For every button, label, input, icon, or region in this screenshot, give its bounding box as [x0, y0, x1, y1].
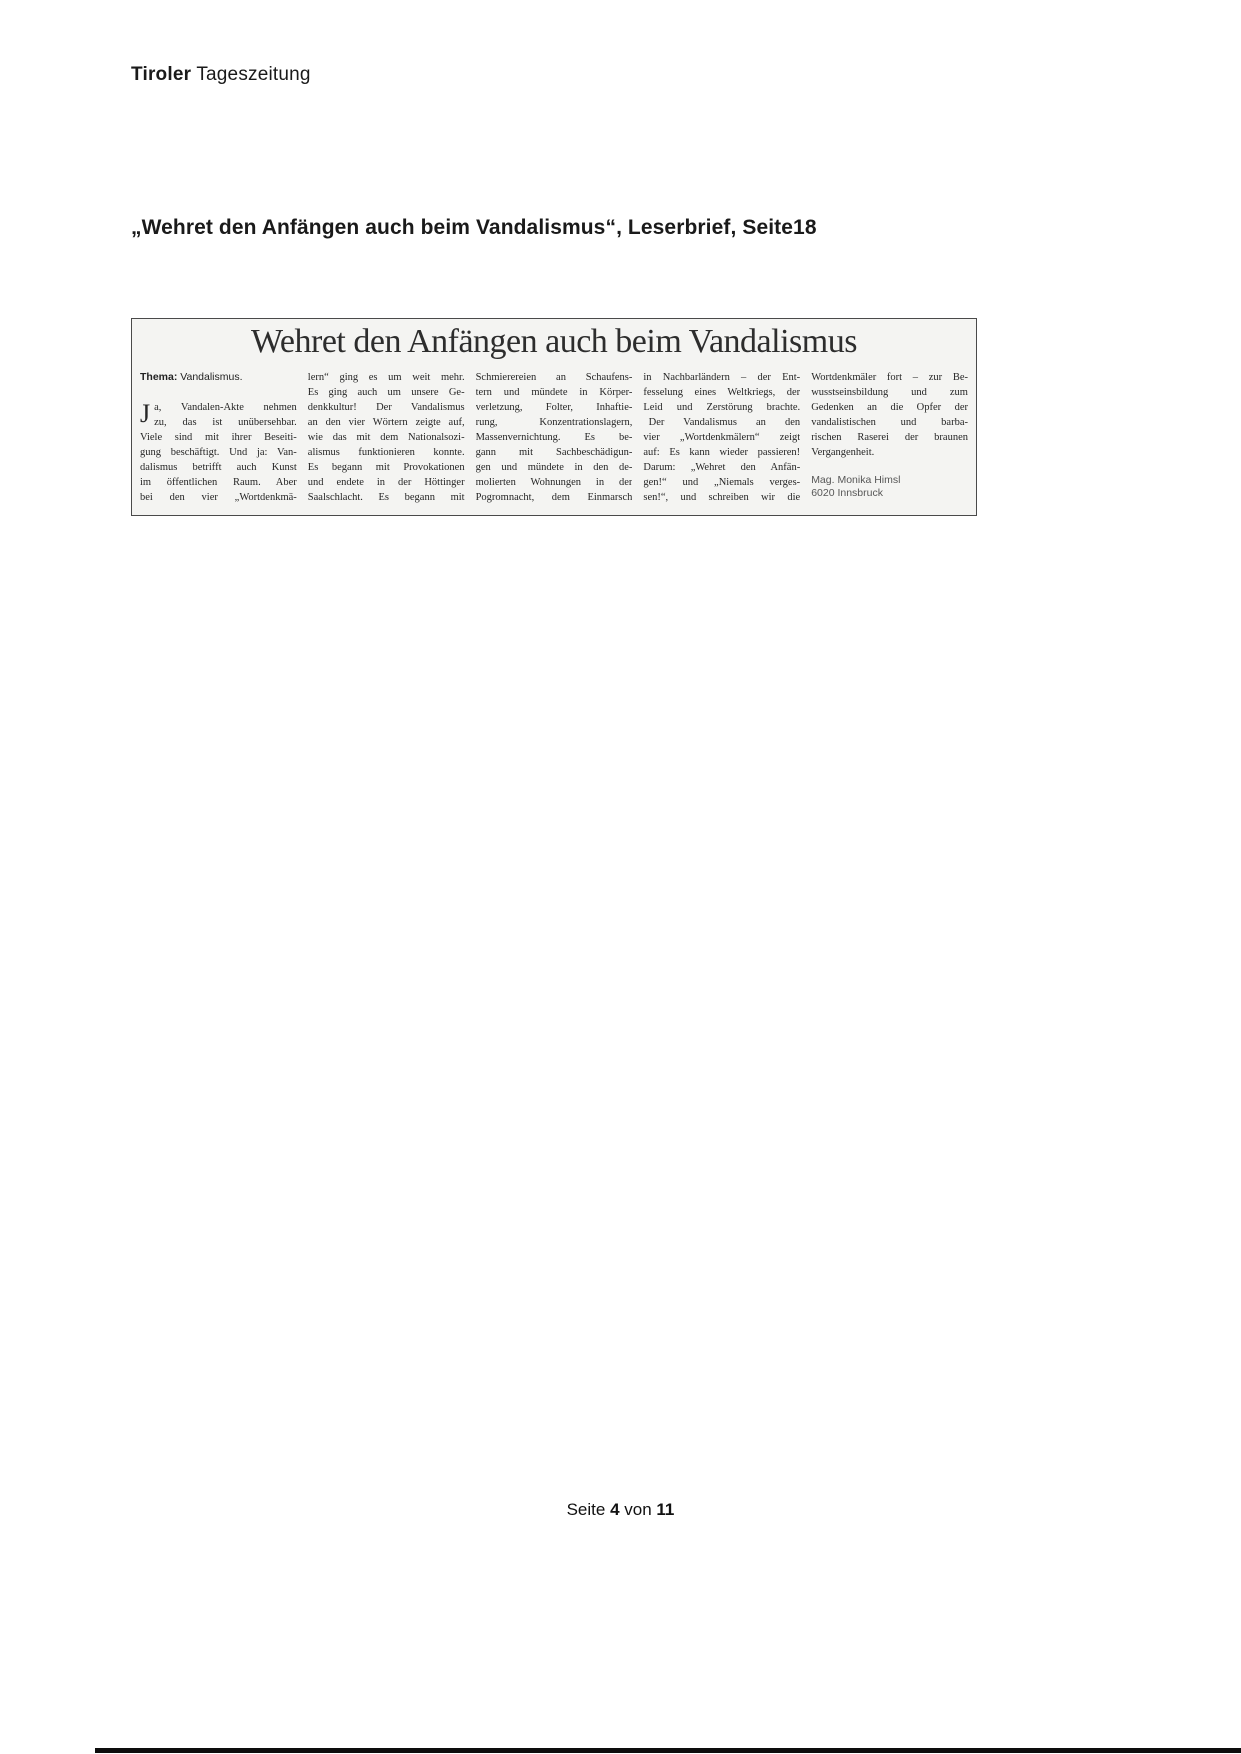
text-line: Viele sind mit ihrer Beseiti- — [140, 432, 297, 443]
text-line: auf: Es kann wieder passieren! — [643, 447, 801, 458]
clipping-column-4 — [643, 370, 800, 505]
text-line: Schmierereien an Schaufens- — [475, 372, 633, 383]
text-line: Wortdenkmäler fort – zur Be- — [811, 372, 968, 383]
footer-label-of: von — [619, 1500, 657, 1519]
page-bottom-rule — [95, 1748, 1241, 1753]
newspaper-clipping — [131, 318, 977, 516]
text-line: Es ging auch um unsere Ge- — [307, 387, 465, 398]
footer-page-total: 11 — [656, 1500, 675, 1519]
text-line: gen und mündete in den de- — [475, 462, 633, 473]
text-line: in Nachbarländern – der Ent- — [643, 372, 801, 383]
document-heading: „Wehret den Anfängen auch beim Vandalismus“, Leserbrief, Seite18 — [131, 216, 817, 239]
signature-line: Mag. Monika Himsl — [811, 474, 901, 486]
page-footer — [0, 1500, 1241, 1520]
text-line: im öffentlichen Raum. Aber — [140, 477, 297, 488]
text-line: wusstseinsbildung und zum — [811, 387, 968, 398]
masthead — [131, 64, 311, 86]
text-line: alismus funktionieren konnte. — [307, 447, 465, 458]
text-line: Saalschlacht. Es begann mit — [307, 492, 465, 503]
text-line: Es begann mit Provokationen — [307, 462, 465, 473]
text-line: gann mit Sachbeschädigun- — [475, 447, 633, 458]
text-line: Darum: „Wehret den Anfän- — [643, 462, 801, 473]
footer-page-number: 4 — [610, 1500, 620, 1519]
text-line: Leid und Zerstörung brachte. — [643, 402, 801, 413]
text-line: a, Vandalen-Akte nehmen — [154, 402, 297, 413]
clipping-columns — [140, 370, 968, 505]
text-line: Vergangenheit. — [811, 447, 875, 458]
text-line: an den vier Wörtern zeigte auf, — [307, 417, 465, 428]
text-line: Gedenken an die Opfer der — [811, 402, 968, 413]
text-line: wie das mit dem Nationalsozi- — [307, 432, 465, 443]
text-line: und endete in der Höttinger — [307, 477, 465, 488]
text-line: vier „Wortdenkmälern“ zeigt — [643, 432, 801, 443]
text-line: gen!“ und „Niemals verges- — [643, 477, 801, 488]
text-line: molierten Wohnungen in der — [475, 477, 633, 488]
text-line: rung, Konzentrationslagern, — [475, 417, 633, 428]
column-paragraph — [811, 370, 968, 460]
clipping-column-5 — [811, 370, 968, 505]
text-line: Der Vandalismus an den — [643, 417, 801, 428]
text-line: tern und mündete in Körper- — [475, 387, 633, 398]
text-line: lern“ ging es um weit mehr. — [307, 372, 465, 383]
text-line: zu, das ist unübersehbar. — [154, 417, 297, 428]
thema-label: Thema: — [140, 371, 178, 383]
thema-line — [140, 370, 297, 385]
text-line: sen!“, und schreiben wir die — [643, 492, 801, 503]
clipping-column-2 — [308, 370, 465, 505]
text-line: fesselung eines Weltkriegs, der — [643, 387, 801, 398]
text-line: denkkultur! Der Vandalismus — [307, 402, 465, 413]
column-paragraph — [308, 370, 465, 505]
text-line: rischen Raserei der braunen — [811, 432, 968, 443]
column-paragraph — [140, 400, 297, 505]
column-paragraph — [476, 370, 633, 505]
clipping-column-3 — [476, 370, 633, 505]
masthead-brand-bold: Tiroler — [131, 64, 192, 85]
footer-label-page: Seite — [566, 1500, 611, 1519]
text-line: gung beschäftigt. Und ja: Van- — [140, 447, 297, 458]
text-line: vandalistischen und barba- — [811, 417, 968, 428]
clipping-column-1 — [140, 370, 297, 505]
clipping-headline: Wehret den Anfängen auch beim Vandalismus — [251, 323, 857, 360]
column-paragraph — [643, 370, 800, 505]
letter-signature — [811, 474, 968, 500]
signature-line: 6020 Innsbruck — [811, 487, 883, 499]
masthead-brand-regular: Tageszeitung — [191, 64, 311, 85]
text-line: Massenvernichtung. Es be- — [475, 432, 633, 443]
text-line: dalismus betrifft auch Kunst — [140, 462, 297, 473]
text-line: verletzung, Folter, Inhaftie- — [475, 402, 633, 413]
dropcap-letter: J — [140, 400, 151, 428]
thema-value: Vandalismus. — [177, 371, 243, 383]
text-line: Pogromnacht, dem Einmarsch — [475, 492, 633, 503]
text-line: bei den vier „Wortdenkmä- — [140, 492, 297, 503]
